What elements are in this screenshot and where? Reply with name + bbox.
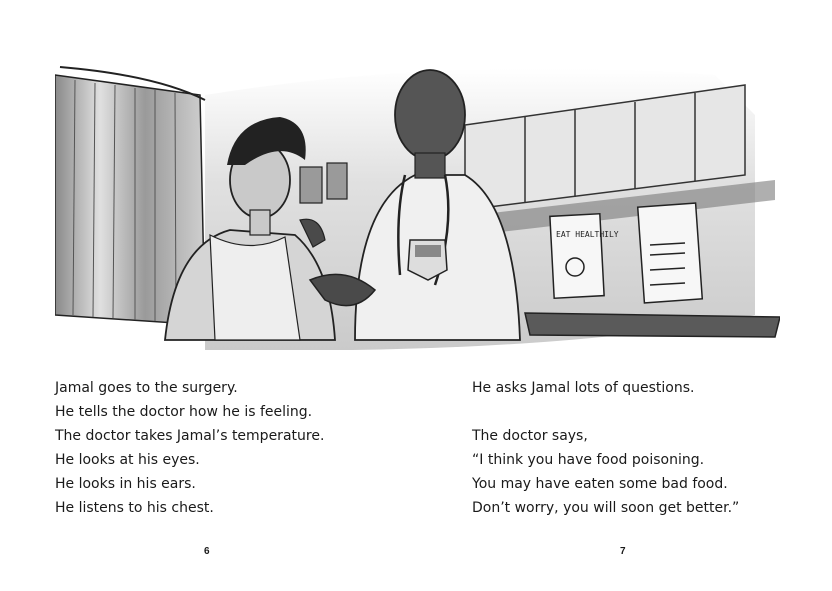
story-line: He asks Jamal lots of questions.	[472, 380, 695, 396]
story-line: You may have eaten some bad food.	[472, 476, 728, 492]
page-6-text	[55, 376, 324, 520]
story-line: He listens to his chest.	[55, 500, 214, 516]
page-number-right: 7	[620, 546, 626, 557]
poster-flu-vaccinations	[638, 203, 703, 303]
story-line: Jamal goes to the surgery.	[55, 380, 238, 396]
story-line: “I think you have food poisoning.	[472, 452, 705, 468]
page-number-left: 6	[204, 546, 210, 557]
story-line: Don’t worry, you will soon get better.”	[472, 500, 740, 516]
poster-text-eat: EAT HEALTHILY	[556, 230, 619, 239]
blank-line	[472, 400, 739, 424]
story-line: He looks in his ears.	[55, 476, 196, 492]
story-line: He tells the doctor how he is feeling.	[55, 404, 313, 420]
story-line: The doctor says,	[472, 428, 588, 444]
page-7-text	[472, 376, 739, 520]
story-line: The doctor takes Jamal’s temperature.	[55, 428, 325, 444]
illustration-doctor-exam	[55, 55, 780, 350]
story-line: He looks at his eyes.	[55, 452, 200, 468]
